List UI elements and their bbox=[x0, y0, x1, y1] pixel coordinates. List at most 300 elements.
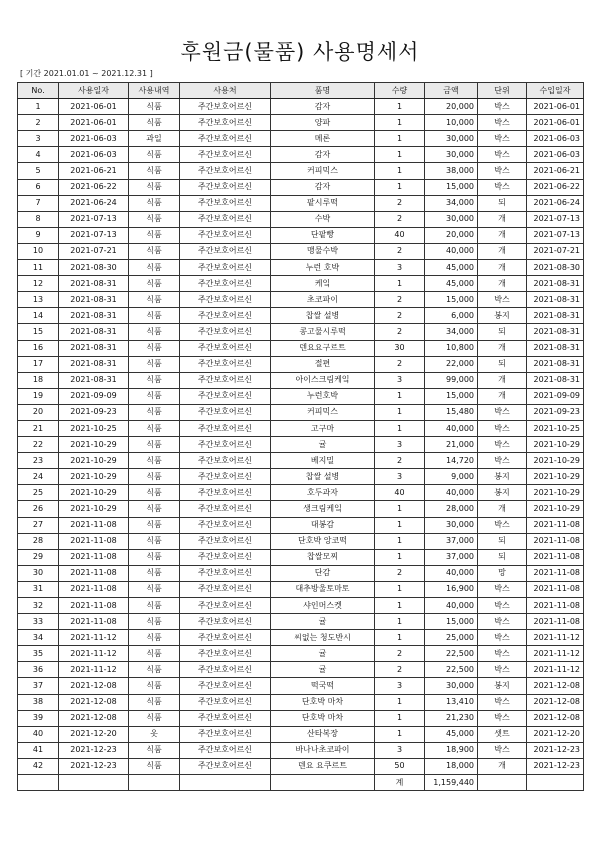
table-row bbox=[18, 404, 584, 420]
use-date-cell: 2021-06-03 bbox=[59, 131, 129, 147]
use-date-cell: 2021-08-31 bbox=[59, 276, 129, 292]
use-date-cell: 2021-06-24 bbox=[59, 195, 129, 211]
item-name-cell: 양파 bbox=[271, 115, 375, 131]
table-row bbox=[18, 549, 584, 565]
header-destination: 사용처 bbox=[180, 83, 271, 99]
row-no-cell: 37 bbox=[18, 678, 59, 694]
unit-cell: 셋트 bbox=[478, 726, 527, 742]
row-no-cell: 31 bbox=[18, 581, 59, 597]
receipt-date-cell: 2021-10-29 bbox=[527, 485, 584, 501]
item-name-cell: 팥시루떡 bbox=[271, 195, 375, 211]
unit-cell: 박스 bbox=[478, 147, 527, 163]
receipt-date-cell: 2021-07-13 bbox=[527, 211, 584, 227]
quantity-cell: 2 bbox=[375, 356, 425, 372]
quantity-cell: 1 bbox=[375, 517, 425, 533]
unit-cell: 개 bbox=[478, 388, 527, 404]
use-date-cell: 2021-11-08 bbox=[59, 581, 129, 597]
row-no-cell: 25 bbox=[18, 485, 59, 501]
table-row bbox=[18, 694, 584, 710]
unit-cell: 박스 bbox=[478, 115, 527, 131]
destination-cell: 주간보호어르신 bbox=[180, 485, 271, 501]
table-row bbox=[18, 243, 584, 259]
amount-cell: 15,000 bbox=[425, 292, 478, 308]
use-type-cell: 식품 bbox=[129, 324, 180, 340]
destination-cell: 주간보호어르신 bbox=[180, 662, 271, 678]
item-name-cell: 바나나초코파이 bbox=[271, 742, 375, 758]
amount-cell: 15,480 bbox=[425, 404, 478, 420]
quantity-cell: 1 bbox=[375, 163, 425, 179]
unit-cell: 되 bbox=[478, 195, 527, 211]
header-unit: 단위 bbox=[478, 83, 527, 99]
use-date-cell: 2021-11-12 bbox=[59, 630, 129, 646]
receipt-date-cell: 2021-10-29 bbox=[527, 437, 584, 453]
destination-cell: 주간보호어르신 bbox=[180, 614, 271, 630]
use-date-cell: 2021-09-09 bbox=[59, 388, 129, 404]
amount-cell: 38,000 bbox=[425, 163, 478, 179]
use-date-cell: 2021-11-08 bbox=[59, 565, 129, 581]
quantity-cell: 2 bbox=[375, 195, 425, 211]
row-no-cell: 15 bbox=[18, 324, 59, 340]
use-type-cell: 식품 bbox=[129, 195, 180, 211]
item-name-cell: 덴요요구르트 bbox=[271, 340, 375, 356]
unit-cell: 봉지 bbox=[478, 485, 527, 501]
receipt-date-cell: 2021-11-12 bbox=[527, 662, 584, 678]
item-name-cell: 감자 bbox=[271, 179, 375, 195]
table-row bbox=[18, 388, 584, 404]
unit-cell: 박스 bbox=[478, 404, 527, 420]
receipt-date-cell: 2021-11-12 bbox=[527, 646, 584, 662]
item-name-cell: 떡국떡 bbox=[271, 678, 375, 694]
item-name-cell: 씨없는 청도반시 bbox=[271, 630, 375, 646]
use-date-cell: 2021-09-23 bbox=[59, 404, 129, 420]
item-name-cell: 찹쌀 설병 bbox=[271, 469, 375, 485]
item-name-cell: 생크림케잌 bbox=[271, 501, 375, 517]
receipt-date-cell: 2021-11-08 bbox=[527, 614, 584, 630]
unit-cell: 개 bbox=[478, 243, 527, 259]
receipt-date-cell: 2021-08-31 bbox=[527, 372, 584, 388]
row-no-cell: 21 bbox=[18, 420, 59, 436]
item-name-cell: 귤 bbox=[271, 646, 375, 662]
unit-cell: 박스 bbox=[478, 453, 527, 469]
unit-cell: 박스 bbox=[478, 662, 527, 678]
quantity-cell: 1 bbox=[375, 388, 425, 404]
use-date-cell: 2021-06-03 bbox=[59, 147, 129, 163]
amount-cell: 25,000 bbox=[425, 630, 478, 646]
use-date-cell: 2021-08-30 bbox=[59, 260, 129, 276]
table-row bbox=[18, 356, 584, 372]
row-no-cell: 5 bbox=[18, 163, 59, 179]
item-name-cell: 단호박 앙코떡 bbox=[271, 533, 375, 549]
quantity-cell: 3 bbox=[375, 678, 425, 694]
table-row bbox=[18, 260, 584, 276]
receipt-date-cell: 2021-12-23 bbox=[527, 742, 584, 758]
use-type-cell: 식품 bbox=[129, 581, 180, 597]
row-no-cell: 18 bbox=[18, 372, 59, 388]
item-name-cell: 샤인머스켓 bbox=[271, 598, 375, 614]
quantity-cell: 2 bbox=[375, 211, 425, 227]
amount-cell: 22,500 bbox=[425, 646, 478, 662]
row-no-cell: 29 bbox=[18, 549, 59, 565]
destination-cell: 주간보호어르신 bbox=[180, 437, 271, 453]
use-date-cell: 2021-11-08 bbox=[59, 614, 129, 630]
header-quantity: 수량 bbox=[375, 83, 425, 99]
receipt-date-cell: 2021-12-23 bbox=[527, 758, 584, 774]
amount-cell: 22,500 bbox=[425, 662, 478, 678]
row-no-cell: 11 bbox=[18, 260, 59, 276]
destination-cell: 주간보호어르신 bbox=[180, 517, 271, 533]
item-name-cell: 단호박 마차 bbox=[271, 694, 375, 710]
table-row bbox=[18, 420, 584, 436]
unit-cell: 박스 bbox=[478, 292, 527, 308]
table-row bbox=[18, 630, 584, 646]
quantity-cell: 40 bbox=[375, 227, 425, 243]
receipt-date-cell: 2021-11-08 bbox=[527, 565, 584, 581]
use-type-cell: 식품 bbox=[129, 678, 180, 694]
quantity-cell: 50 bbox=[375, 758, 425, 774]
unit-cell: 박스 bbox=[478, 420, 527, 436]
quantity-cell: 3 bbox=[375, 437, 425, 453]
row-no-cell: 13 bbox=[18, 292, 59, 308]
item-name-cell: 귤 bbox=[271, 437, 375, 453]
destination-cell: 주간보호어르신 bbox=[180, 501, 271, 517]
quantity-cell: 2 bbox=[375, 308, 425, 324]
period-range: [ 기간 2021.01.01 ~ 2021.12.31 ] bbox=[20, 69, 153, 78]
use-date-cell: 2021-08-31 bbox=[59, 308, 129, 324]
use-type-cell: 식품 bbox=[129, 292, 180, 308]
use-date-cell: 2021-08-31 bbox=[59, 292, 129, 308]
unit-cell: 박스 bbox=[478, 694, 527, 710]
receipt-date-cell: 2021-10-25 bbox=[527, 420, 584, 436]
use-date-cell: 2021-12-23 bbox=[59, 758, 129, 774]
table-row bbox=[18, 678, 584, 694]
amount-cell: 22,000 bbox=[425, 356, 478, 372]
table-row bbox=[18, 469, 584, 485]
quantity-cell: 1 bbox=[375, 549, 425, 565]
item-name-cell: 수박 bbox=[271, 211, 375, 227]
header-use-type: 사용내역 bbox=[129, 83, 180, 99]
unit-cell: 되 bbox=[478, 549, 527, 565]
destination-cell: 주간보호어르신 bbox=[180, 453, 271, 469]
receipt-date-cell: 2021-06-01 bbox=[527, 115, 584, 131]
amount-cell: 15,000 bbox=[425, 388, 478, 404]
document-title: 후원금(물품) 사용명세서 bbox=[180, 40, 420, 64]
table-row bbox=[18, 292, 584, 308]
use-date-cell: 2021-12-08 bbox=[59, 710, 129, 726]
amount-cell: 30,000 bbox=[425, 131, 478, 147]
table-row bbox=[18, 147, 584, 163]
table-header-row bbox=[18, 83, 584, 99]
item-name-cell: 대봉감 bbox=[271, 517, 375, 533]
item-name-cell: 베지밀 bbox=[271, 453, 375, 469]
quantity-cell: 2 bbox=[375, 453, 425, 469]
table-row bbox=[18, 646, 584, 662]
item-name-cell: 감자 bbox=[271, 147, 375, 163]
use-type-cell: 식품 bbox=[129, 211, 180, 227]
quantity-cell: 2 bbox=[375, 243, 425, 259]
unit-cell: 박스 bbox=[478, 517, 527, 533]
row-no-cell: 42 bbox=[18, 758, 59, 774]
amount-cell: 9,000 bbox=[425, 469, 478, 485]
amount-cell: 18,900 bbox=[425, 742, 478, 758]
use-date-cell: 2021-11-12 bbox=[59, 662, 129, 678]
amount-cell: 6,000 bbox=[425, 308, 478, 324]
unit-cell: 되 bbox=[478, 533, 527, 549]
table-row bbox=[18, 211, 584, 227]
table-row bbox=[18, 179, 584, 195]
receipt-date-cell: 2021-08-30 bbox=[527, 260, 584, 276]
use-date-cell: 2021-11-08 bbox=[59, 517, 129, 533]
amount-cell: 37,000 bbox=[425, 549, 478, 565]
quantity-cell: 1 bbox=[375, 420, 425, 436]
row-no-cell: 20 bbox=[18, 404, 59, 420]
use-type-cell: 식품 bbox=[129, 533, 180, 549]
use-date-cell: 2021-07-13 bbox=[59, 211, 129, 227]
item-name-cell: 감자 bbox=[271, 99, 375, 115]
amount-cell: 30,000 bbox=[425, 211, 478, 227]
destination-cell: 주간보호어르신 bbox=[180, 646, 271, 662]
item-name-cell: 고구마 bbox=[271, 420, 375, 436]
table-row bbox=[18, 565, 584, 581]
table-row bbox=[18, 581, 584, 597]
unit-cell: 개 bbox=[478, 758, 527, 774]
unit-cell: 개 bbox=[478, 276, 527, 292]
receipt-date-cell: 2021-10-29 bbox=[527, 469, 584, 485]
quantity-cell: 2 bbox=[375, 565, 425, 581]
use-type-cell: 식품 bbox=[129, 308, 180, 324]
unit-cell: 개 bbox=[478, 372, 527, 388]
row-no-cell: 3 bbox=[18, 131, 59, 147]
destination-cell: 주간보호어르신 bbox=[180, 131, 271, 147]
unit-cell: 망 bbox=[478, 565, 527, 581]
row-no-cell: 32 bbox=[18, 598, 59, 614]
use-type-cell: 식품 bbox=[129, 549, 180, 565]
table-row bbox=[18, 115, 584, 131]
destination-cell: 주간보호어르신 bbox=[180, 163, 271, 179]
item-name-cell: 덴요 요쿠르트 bbox=[271, 758, 375, 774]
use-date-cell: 2021-11-08 bbox=[59, 533, 129, 549]
row-no-cell: 10 bbox=[18, 243, 59, 259]
use-type-cell: 식품 bbox=[129, 260, 180, 276]
unit-cell: 박스 bbox=[478, 581, 527, 597]
use-type-cell: 식품 bbox=[129, 565, 180, 581]
destination-cell: 주간보호어르신 bbox=[180, 243, 271, 259]
use-type-cell: 식품 bbox=[129, 517, 180, 533]
use-type-cell: 식품 bbox=[129, 227, 180, 243]
row-no-cell: 34 bbox=[18, 630, 59, 646]
destination-cell: 주간보호어르신 bbox=[180, 726, 271, 742]
amount-cell: 18,000 bbox=[425, 758, 478, 774]
receipt-date-cell: 2021-11-12 bbox=[527, 630, 584, 646]
unit-cell: 박스 bbox=[478, 163, 527, 179]
unit-cell: 박스 bbox=[478, 179, 527, 195]
item-name-cell: 커피믹스 bbox=[271, 163, 375, 179]
table-row bbox=[18, 614, 584, 630]
unit-cell: 박스 bbox=[478, 99, 527, 115]
destination-cell: 주간보호어르신 bbox=[180, 115, 271, 131]
amount-cell: 40,000 bbox=[425, 565, 478, 581]
quantity-cell: 1 bbox=[375, 99, 425, 115]
table-row bbox=[18, 710, 584, 726]
total-empty-cell bbox=[129, 775, 180, 791]
table-row bbox=[18, 99, 584, 115]
receipt-date-cell: 2021-10-29 bbox=[527, 501, 584, 517]
receipt-date-cell: 2021-12-20 bbox=[527, 726, 584, 742]
amount-cell: 15,000 bbox=[425, 179, 478, 195]
total-label: 계 bbox=[375, 775, 425, 791]
amount-cell: 21,000 bbox=[425, 437, 478, 453]
destination-cell: 주간보호어르신 bbox=[180, 694, 271, 710]
amount-cell: 21,230 bbox=[425, 710, 478, 726]
quantity-cell: 1 bbox=[375, 147, 425, 163]
unit-cell: 박스 bbox=[478, 646, 527, 662]
destination-cell: 주간보호어르신 bbox=[180, 227, 271, 243]
total-amount: 1,159,440 bbox=[425, 775, 478, 791]
use-type-cell: 식품 bbox=[129, 404, 180, 420]
receipt-date-cell: 2021-08-31 bbox=[527, 308, 584, 324]
use-type-cell: 식품 bbox=[129, 646, 180, 662]
table-row bbox=[18, 485, 584, 501]
total-empty-cell bbox=[478, 775, 527, 791]
use-type-cell: 과일 bbox=[129, 131, 180, 147]
row-no-cell: 12 bbox=[18, 276, 59, 292]
item-name-cell: 절편 bbox=[271, 356, 375, 372]
receipt-date-cell: 2021-08-31 bbox=[527, 276, 584, 292]
destination-cell: 주간보호어르신 bbox=[180, 678, 271, 694]
receipt-date-cell: 2021-11-08 bbox=[527, 598, 584, 614]
use-date-cell: 2021-11-08 bbox=[59, 598, 129, 614]
use-type-cell: 식품 bbox=[129, 758, 180, 774]
amount-cell: 40,000 bbox=[425, 598, 478, 614]
destination-cell: 주간보호어르신 bbox=[180, 758, 271, 774]
amount-cell: 40,000 bbox=[425, 420, 478, 436]
receipt-date-cell: 2021-06-22 bbox=[527, 179, 584, 195]
destination-cell: 주간보호어르신 bbox=[180, 533, 271, 549]
destination-cell: 주간보호어르신 bbox=[180, 420, 271, 436]
table-row bbox=[18, 517, 584, 533]
use-type-cell: 식품 bbox=[129, 147, 180, 163]
amount-cell: 15,000 bbox=[425, 614, 478, 630]
amount-cell: 10,000 bbox=[425, 115, 478, 131]
table-row bbox=[18, 453, 584, 469]
use-date-cell: 2021-10-29 bbox=[59, 469, 129, 485]
use-type-cell: 식품 bbox=[129, 630, 180, 646]
item-name-cell: 단호박 마차 bbox=[271, 710, 375, 726]
row-no-cell: 14 bbox=[18, 308, 59, 324]
item-name-cell: 누런호박 bbox=[271, 388, 375, 404]
use-type-cell: 식품 bbox=[129, 469, 180, 485]
use-date-cell: 2021-12-08 bbox=[59, 678, 129, 694]
unit-cell: 박스 bbox=[478, 598, 527, 614]
destination-cell: 주간보호어르신 bbox=[180, 388, 271, 404]
item-name-cell: 단감 bbox=[271, 565, 375, 581]
use-date-cell: 2021-06-22 bbox=[59, 179, 129, 195]
unit-cell: 봉지 bbox=[478, 308, 527, 324]
use-date-cell: 2021-11-12 bbox=[59, 646, 129, 662]
receipt-date-cell: 2021-09-23 bbox=[527, 404, 584, 420]
use-type-cell: 식품 bbox=[129, 356, 180, 372]
use-date-cell: 2021-10-25 bbox=[59, 420, 129, 436]
use-type-cell: 식품 bbox=[129, 179, 180, 195]
quantity-cell: 40 bbox=[375, 485, 425, 501]
unit-cell: 박스 bbox=[478, 710, 527, 726]
receipt-date-cell: 2021-11-08 bbox=[527, 517, 584, 533]
total-empty-cell bbox=[18, 775, 59, 791]
amount-cell: 13,410 bbox=[425, 694, 478, 710]
item-name-cell: 누런 호박 bbox=[271, 260, 375, 276]
item-name-cell: 커피믹스 bbox=[271, 404, 375, 420]
quantity-cell: 1 bbox=[375, 501, 425, 517]
row-no-cell: 4 bbox=[18, 147, 59, 163]
use-date-cell: 2021-08-31 bbox=[59, 372, 129, 388]
use-type-cell: 식품 bbox=[129, 420, 180, 436]
quantity-cell: 1 bbox=[375, 614, 425, 630]
destination-cell: 주간보호어르신 bbox=[180, 292, 271, 308]
receipt-date-cell: 2021-09-09 bbox=[527, 388, 584, 404]
destination-cell: 주간보호어르신 bbox=[180, 260, 271, 276]
row-no-cell: 40 bbox=[18, 726, 59, 742]
amount-cell: 99,000 bbox=[425, 372, 478, 388]
use-date-cell: 2021-08-31 bbox=[59, 356, 129, 372]
quantity-cell: 1 bbox=[375, 276, 425, 292]
use-type-cell: 식품 bbox=[129, 372, 180, 388]
unit-cell: 개 bbox=[478, 340, 527, 356]
row-no-cell: 41 bbox=[18, 742, 59, 758]
unit-cell: 봉지 bbox=[478, 469, 527, 485]
unit-cell: 개 bbox=[478, 227, 527, 243]
use-type-cell: 옷 bbox=[129, 726, 180, 742]
row-no-cell: 24 bbox=[18, 469, 59, 485]
row-no-cell: 35 bbox=[18, 646, 59, 662]
unit-cell: 박스 bbox=[478, 630, 527, 646]
total-empty-cell bbox=[271, 775, 375, 791]
usage-table bbox=[17, 82, 584, 791]
destination-cell: 주간보호어르신 bbox=[180, 469, 271, 485]
row-no-cell: 2 bbox=[18, 115, 59, 131]
item-name-cell: 대추방울토마토 bbox=[271, 581, 375, 597]
unit-cell: 박스 bbox=[478, 131, 527, 147]
use-type-cell: 식품 bbox=[129, 694, 180, 710]
table-body bbox=[18, 99, 584, 775]
total-row bbox=[18, 775, 584, 791]
table-row bbox=[18, 742, 584, 758]
receipt-date-cell: 2021-11-08 bbox=[527, 549, 584, 565]
destination-cell: 주간보호어르신 bbox=[180, 549, 271, 565]
item-name-cell: 메론 bbox=[271, 131, 375, 147]
row-no-cell: 16 bbox=[18, 340, 59, 356]
unit-cell: 박스 bbox=[478, 437, 527, 453]
row-no-cell: 38 bbox=[18, 694, 59, 710]
receipt-date-cell: 2021-06-03 bbox=[527, 147, 584, 163]
row-no-cell: 33 bbox=[18, 614, 59, 630]
quantity-cell: 1 bbox=[375, 404, 425, 420]
use-type-cell: 식품 bbox=[129, 614, 180, 630]
amount-cell: 30,000 bbox=[425, 147, 478, 163]
use-type-cell: 식품 bbox=[129, 163, 180, 179]
item-name-cell: 귤 bbox=[271, 614, 375, 630]
quantity-cell: 1 bbox=[375, 726, 425, 742]
amount-cell: 45,000 bbox=[425, 260, 478, 276]
destination-cell: 주간보호어르신 bbox=[180, 308, 271, 324]
use-type-cell: 식품 bbox=[129, 276, 180, 292]
use-type-cell: 식품 bbox=[129, 437, 180, 453]
amount-cell: 45,000 bbox=[425, 276, 478, 292]
row-no-cell: 6 bbox=[18, 179, 59, 195]
receipt-date-cell: 2021-12-08 bbox=[527, 678, 584, 694]
use-date-cell: 2021-10-29 bbox=[59, 437, 129, 453]
use-type-cell: 식품 bbox=[129, 662, 180, 678]
row-no-cell: 30 bbox=[18, 565, 59, 581]
item-name-cell: 케잌 bbox=[271, 276, 375, 292]
